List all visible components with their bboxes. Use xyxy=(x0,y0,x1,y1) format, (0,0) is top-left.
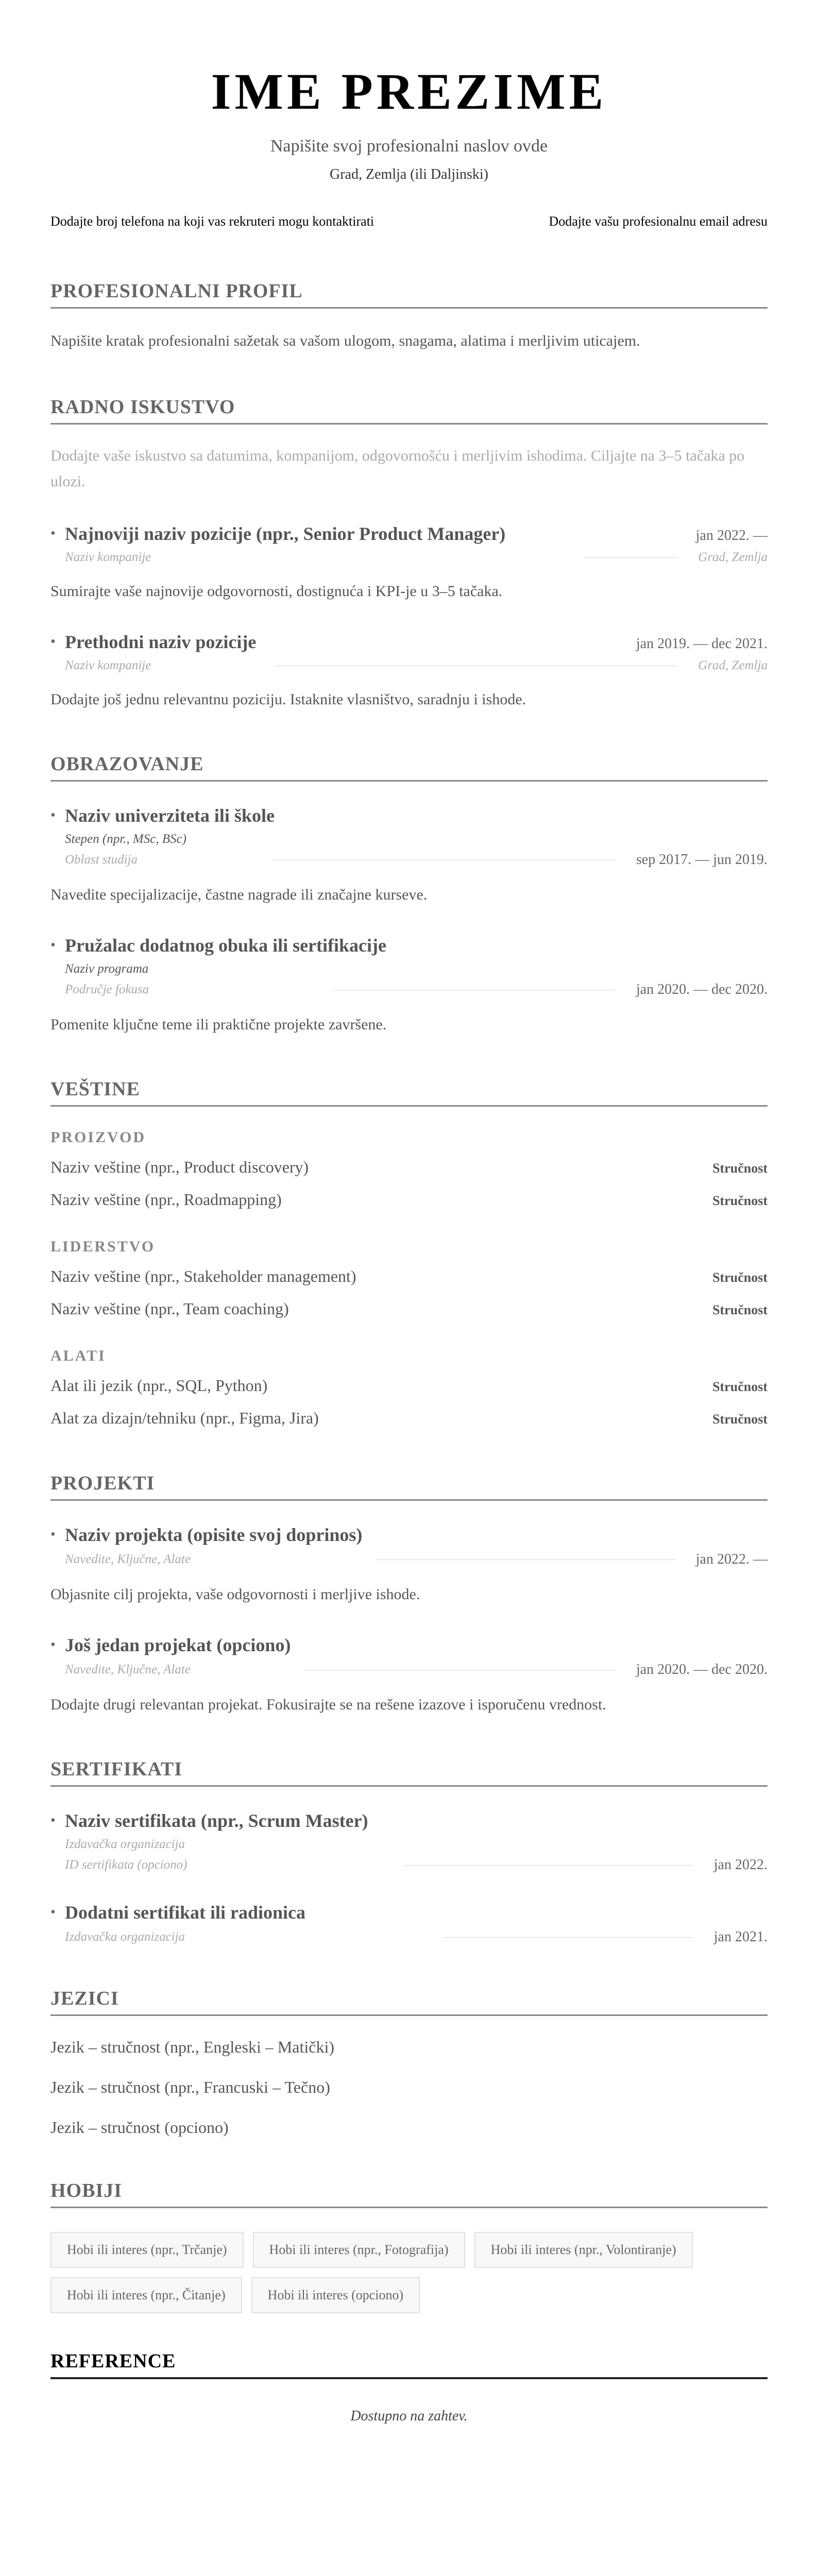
section-title-languages: JEZICI xyxy=(50,1987,768,2016)
language-item: Jezik – stručnost (npr., Engleski – Matički) xyxy=(50,2038,335,2056)
profile-summary: Napišite kratak profesionalni sažetak sa vašom ulogom, snagama, alatima i merljivim uticajem. xyxy=(50,332,640,349)
company-location: Grad, Zemlja xyxy=(698,658,768,672)
focus-area: Područje fokusa xyxy=(65,982,149,996)
skill-row xyxy=(50,1298,768,1321)
divider xyxy=(376,1559,675,1560)
skill-name: Naziv veštine (npr., Roadmapping) xyxy=(50,1190,282,1209)
references-note: Dostupno na zahtev. xyxy=(350,2408,468,2424)
hobby-chip: Hobi ili interes (opciono) xyxy=(251,2277,420,2313)
school-name: • Pružalac dodatnog obuka ili sertifikacije xyxy=(50,934,386,957)
skill-row xyxy=(50,1375,768,1398)
issuing-organization: Izdavačka organizacija xyxy=(65,1930,185,1944)
section-title-references: REFERENCE xyxy=(50,2349,768,2379)
entry-date: jan 2021. xyxy=(713,1929,768,1945)
program-name: Naziv programa xyxy=(65,962,149,976)
location: Grad, Zemlja (ili Daljinski) xyxy=(330,166,488,182)
entry-description: Objasnite cilj projekta, vaše odgovornosti i merljive ishode. xyxy=(50,1586,420,1603)
company-location: Grad, Zemlja xyxy=(698,550,768,564)
divider xyxy=(584,557,677,558)
degree: Stepen (npr., MSc, BSc) xyxy=(65,832,187,846)
certificate-name: • Dodatni sertifikat ili radionica xyxy=(50,1901,305,1924)
school-name: • Naziv univerziteta ili škole xyxy=(50,804,275,827)
skill-group-title: ALATI xyxy=(50,1347,106,1364)
skill-level: Stručnost xyxy=(712,1302,768,1317)
skill-row xyxy=(50,1189,768,1212)
professional-headline: Napišite svoj profesionalni naslov ovde xyxy=(270,137,548,156)
entry-date: jan 2019. — dec 2021. xyxy=(636,636,768,652)
project-tags: Navedite, Ključne, Alate xyxy=(65,1663,191,1676)
certificate-name: • Naziv sertifikata (npr., Scrum Master) xyxy=(50,1809,368,1832)
section-title-hobbies: HOBIJI xyxy=(50,2179,768,2208)
hobby-chip: Hobi ili interes (npr., Fotografija) xyxy=(253,2232,465,2268)
project-entry xyxy=(50,1634,768,1716)
experience-entry xyxy=(50,522,768,603)
skill-name: Naziv veštine (npr., Team coaching) xyxy=(50,1299,289,1318)
entry-description: Navedite specijalizacije, častne nagrade ili značajne kurseve. xyxy=(50,886,428,903)
position-title: • Najnoviji naziv pozicije (npr., Senior Product Manager) xyxy=(50,522,505,545)
divider xyxy=(271,859,616,860)
skill-row xyxy=(50,1156,768,1179)
hobby-chip: Hobi ili interes (npr., Trčanje) xyxy=(50,2232,244,2268)
certificate-entry xyxy=(50,1809,768,1873)
entry-date: jan 2020. — dec 2020. xyxy=(636,1662,768,1677)
project-tags: Navedite, Ključne, Alate xyxy=(65,1552,191,1566)
skill-row xyxy=(50,1265,768,1289)
language-item: Jezik – stručnost (npr., Francuski – Tečno) xyxy=(50,2078,330,2096)
skill-row xyxy=(50,1407,768,1430)
skill-level: Stručnost xyxy=(712,1193,768,1208)
skill-level: Stručnost xyxy=(712,1270,768,1285)
section-title-education: OBRAZOVANJE xyxy=(50,752,768,782)
hobby-list xyxy=(50,2232,768,2313)
contact-row xyxy=(50,213,768,230)
entry-date: jan 2020. — dec 2020. xyxy=(636,981,768,997)
divider xyxy=(304,1669,616,1670)
hobby-chip: Hobi ili interes (npr., Čitanje) xyxy=(50,2277,242,2313)
email-field: Dodajte vašu profesionalnu email adresu xyxy=(549,214,768,229)
divider xyxy=(275,665,677,666)
divider xyxy=(403,1865,693,1866)
skill-name: Alat ili jezik (npr., SQL, Python) xyxy=(50,1376,268,1395)
entry-date: jan 2022. — xyxy=(695,528,768,544)
entry-description: Dodajte još jednu relevantnu poziciju. Istaknite vlasništvo, saradnju i ishode. xyxy=(50,691,526,708)
skill-level: Stručnost xyxy=(712,1161,768,1176)
certificate-id: ID sertifikata (opciono) xyxy=(65,1858,188,1872)
skill-name: Alat za dizajn/tehniku (npr., Figma, Jira) xyxy=(50,1409,319,1427)
entry-date: jan 2022. — xyxy=(695,1551,768,1567)
education-entry xyxy=(50,804,768,906)
issuing-organization: Izdavačka organizacija xyxy=(65,1837,185,1851)
field-of-study: Oblast studija xyxy=(65,853,138,867)
section-title-projects: PROJEKTI xyxy=(50,1471,768,1501)
company-name: Naziv kompanije xyxy=(65,658,151,672)
entry-description: Sumirajte vaše najnovije odgovornosti, dostignuća i KPI-je u 3–5 tačaka. xyxy=(50,583,503,600)
divider xyxy=(334,989,616,990)
skill-level: Stručnost xyxy=(712,1412,768,1427)
skill-group-title: PROIZVOD xyxy=(50,1129,146,1146)
section-title-skills: VEŠTINE xyxy=(50,1077,768,1107)
skill-level: Stručnost xyxy=(712,1379,768,1394)
certificate-entry xyxy=(50,1901,768,1945)
project-name: • Naziv projekta (opisite svoj doprinos) xyxy=(50,1523,362,1546)
phone-field: Dodajte broj telefona na koji vas rekruteri mogu kontaktirati xyxy=(50,214,374,229)
skill-name: Naziv veštine (npr., Stakeholder management) xyxy=(50,1267,356,1285)
position-title: • Prethodni naziv pozicije xyxy=(50,631,256,653)
hobby-chip: Hobi ili interes (npr., Volontiranje) xyxy=(474,2232,693,2268)
education-entry xyxy=(50,934,768,1036)
skill-group-title: LIDERSTVO xyxy=(50,1238,156,1255)
entry-date: jan 2022. xyxy=(713,1857,768,1873)
divider xyxy=(442,1937,693,1938)
section-title-certificates: SERTIFIKATI xyxy=(50,1757,768,1787)
entry-description: Dodajte drugi relevantan projekat. Fokusirajte se na rešene izazove i isporučenu vrednost. xyxy=(50,1696,606,1713)
section-title-experience: RADNO ISKUSTVO xyxy=(50,395,768,425)
experience-intro: Dodajte vaše iskustvo sa datumima, kompanijom, odgovornošću i merljivim ishodima. Ciljajte na 3–5 tačaka po ulozi. xyxy=(50,447,745,490)
skill-name: Naziv veštine (npr., Product discovery) xyxy=(50,1158,309,1176)
experience-entry xyxy=(50,631,768,711)
entry-date: sep 2017. — jun 2019. xyxy=(636,852,768,868)
candidate-name: IME PREZIME xyxy=(211,63,607,120)
entry-description: Pomenite ključne teme ili praktične projekte završene. xyxy=(50,1016,387,1033)
section-title-profile: PROFESIONALNI PROFIL xyxy=(50,279,768,309)
company-name: Naziv kompanije xyxy=(65,550,151,564)
project-entry xyxy=(50,1523,768,1606)
language-item: Jezik – stručnost (opciono) xyxy=(50,2118,229,2137)
project-name: • Još jedan projekat (opciono) xyxy=(50,1634,291,1656)
